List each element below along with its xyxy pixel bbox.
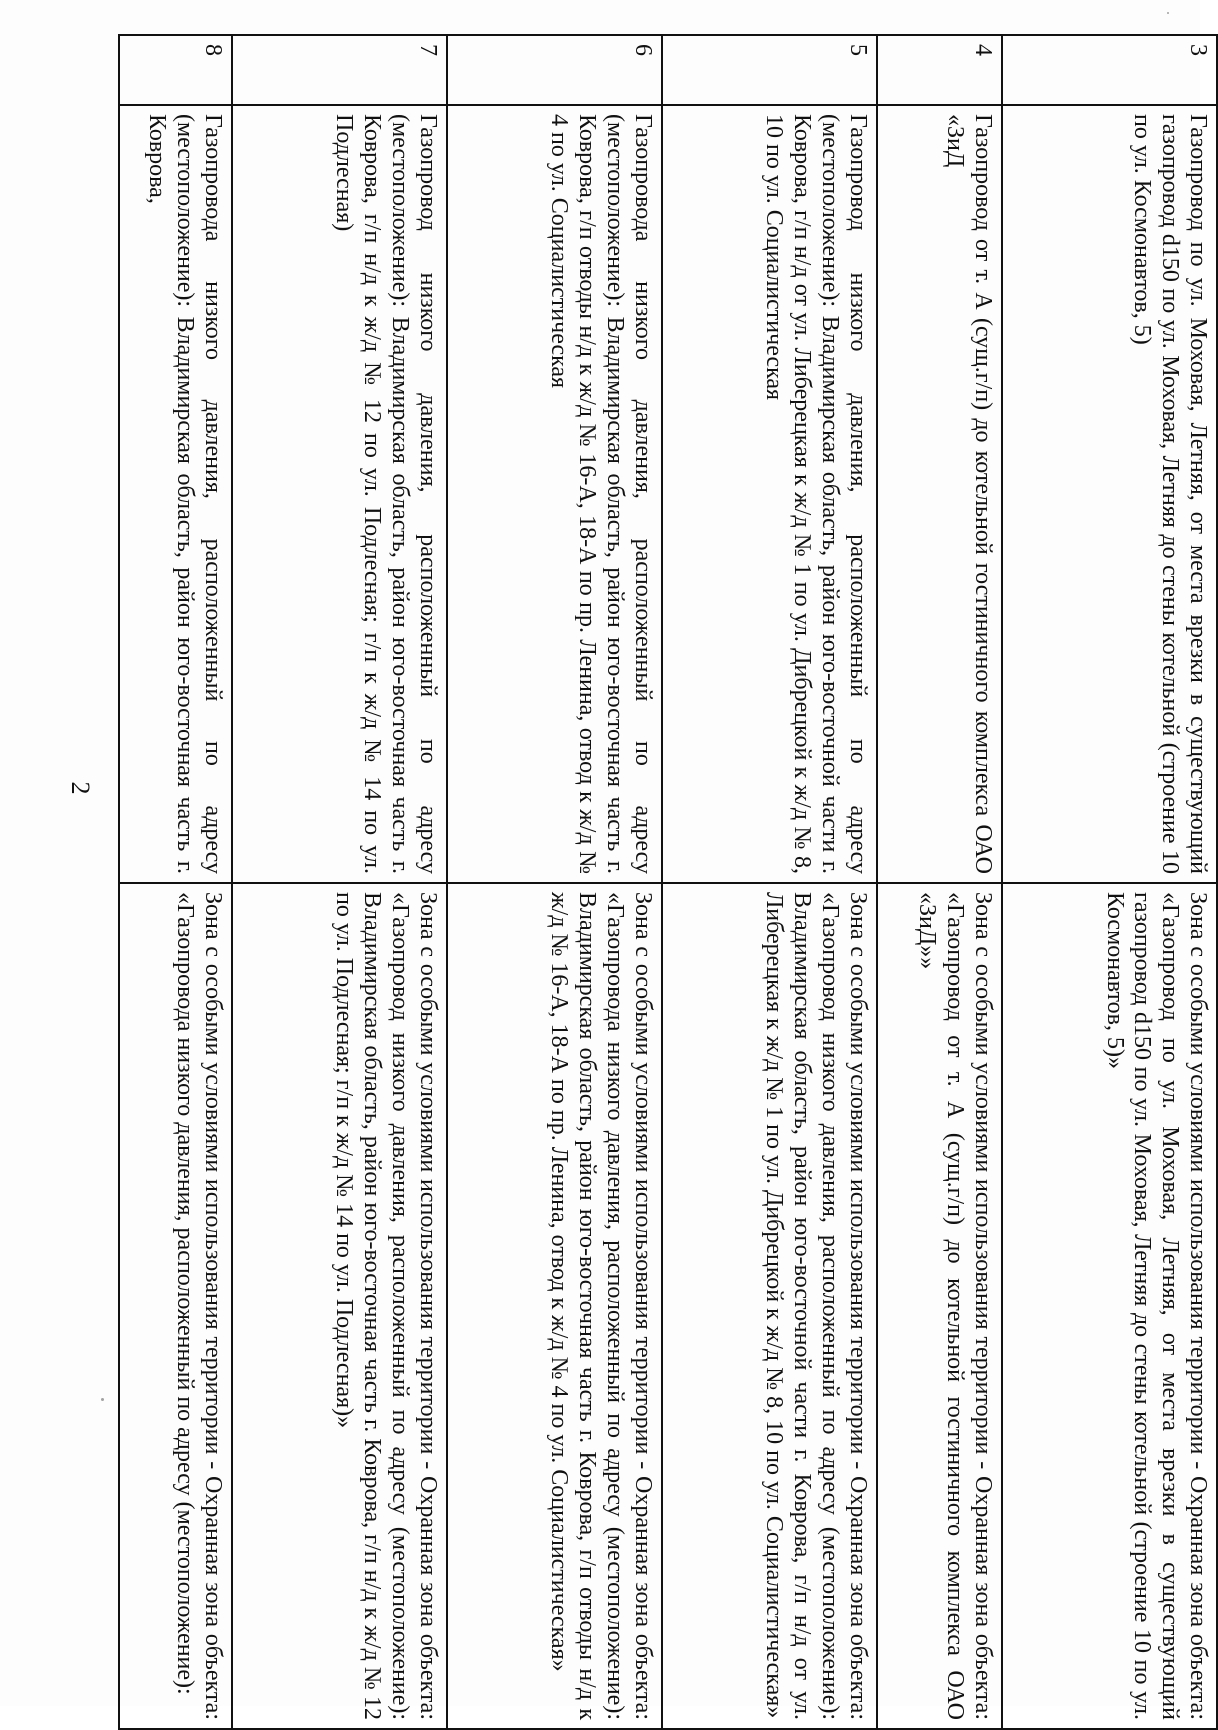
rotated-table-container bbox=[118, 34, 1218, 1720]
row-number: 4 bbox=[877, 35, 1002, 105]
zone-description: Зона с особыми условиями использования территории - Охранная зона объекта: «Газопровод низкого давления, расположенный по адресу (местоположение): Владимирская область, район юго-восточная часть г. Коврова, г/п н/д к ж/д № 12 по ул. Подлесная; г/п к ж/д № 14 по ул. Подлесная)» bbox=[232, 883, 447, 1729]
table-viewport bbox=[118, 34, 1218, 1720]
zone-description: Зона с особыми условиями использования территории - Охранная зона объекта: «Газопровода низкого давления, расположенный по адресу (местоположение): bbox=[119, 883, 232, 1729]
zone-description: Зона с особыми условиями использования территории - Охранная зона объекта: «Газопровод по ул. Моховая, Летняя, от места врезки в существующий газопровод d150 по ул. Моховая, Летняя до стены котельной (строение 10 по ул. Космонавтов, 5)» bbox=[1002, 883, 1217, 1729]
table-row bbox=[662, 35, 877, 1729]
zone-description: Зона с особыми условиями использования территории - Охранная зона объекта: «Газопровод от т. А (сущ.г/п) до котельной гостиничного комплекса ОАО «ЗиД»» bbox=[877, 883, 1002, 1729]
object-description: Газопровод от т. А (сущ.г/п) до котельной гостиничного комплекса ОАО «ЗиД bbox=[877, 105, 1002, 883]
scan-speck bbox=[101, 1398, 104, 1401]
zone-description: Зона с особыми условиями использования территории - Охранная зона объекта: «Газопровод низкого давления, расположенный по адресу (местоположение): Владимирская область, район юго-восточной части г. Коврова, г/п н/д от ул. Либерецкая к ж/д № 1 по ул. Дибрецкой к ж/д № 8, 10 по ул. Социалистическая» bbox=[662, 883, 877, 1729]
table-row bbox=[1002, 35, 1217, 1729]
row-number: 5 bbox=[662, 35, 877, 105]
scan-speck bbox=[1167, 12, 1169, 14]
table-row bbox=[447, 35, 662, 1729]
object-description: Газопровод по ул. Моховая, Летняя, от места врезки в существующий газопровод d150 по ул. Моховая, Летняя до стены котельной (строение 10 по ул. Космонавтов, 5) bbox=[1002, 105, 1217, 883]
page-number: 2 bbox=[66, 781, 95, 795]
zone-description: Зона с особыми условиями использования территории - Охранная зона объекта: «Газопровода низкого давления, расположенный по адресу (местоположение): Владимирская область, район юго-восточная часть г. Коврова, г/п отводы н/д к ж/д № 16-А, 18-А по пр. Ленина, отвод к ж/д № 4 по ул. Социалистическая» bbox=[447, 883, 662, 1729]
row-number: 8 bbox=[119, 35, 232, 105]
row-number: 3 bbox=[1002, 35, 1217, 105]
object-description: Газопровода низкого давления, расположенный по адресу (местоположение): Владимирская область, район юго-восточная часть г. Коврова, г/п отводы н/д к ж/д № 16-А, 18-А по пр. Ленина, отвод к ж/д № 4 по ул. Социалистическая bbox=[447, 105, 662, 883]
zones-table bbox=[118, 34, 1218, 1730]
table-row bbox=[877, 35, 1002, 1729]
object-description: Газопровод низкого давления, расположенный по адресу (местоположение): Владимирская область, район юго-восточная часть г. Коврова, г/п н/д к ж/д № 12 по ул. Подлесная; г/п к ж/д № 14 по ул. Подлесная) bbox=[232, 105, 447, 883]
row-number: 7 bbox=[232, 35, 447, 105]
table-row bbox=[232, 35, 447, 1729]
row-number: 6 bbox=[447, 35, 662, 105]
object-description: Газопровод низкого давления, расположенный по адресу (местоположение): Владимирская область, район юго-восточной части г. Коврова, г/п н/д от ул. Либерецкая к ж/д № 1 по ул. Дибрецкой к ж/д № 8, 10 по ул. Социалистическая bbox=[662, 105, 877, 883]
object-description: Газопровода низкого давления, расположенный по адресу (местоположение): Владимирская область, район юго-восточная часть г. Коврова, bbox=[119, 105, 232, 883]
table-row bbox=[119, 35, 232, 1729]
